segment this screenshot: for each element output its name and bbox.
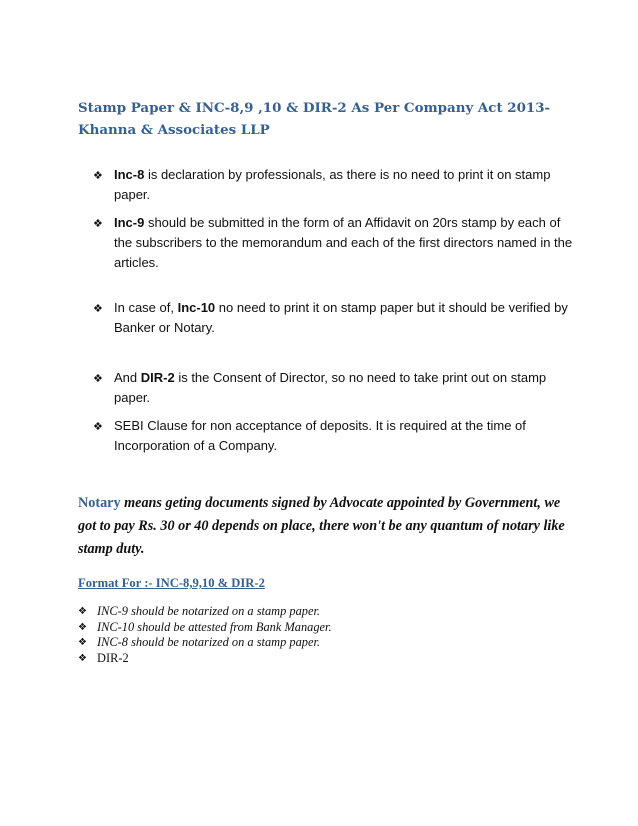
document-title: Stamp Paper & INC-8,9 ,10 & DIR-2 As Per Company Act 2013- Khanna & Associates LLP [78,100,551,138]
notary-text: means geting documents signed by Advocate appointed by Government, we got to pay Rs. 30 or 40 depends on place, there won't be any quantum of notary like stamp duty. [78,495,565,557]
diamond-bullet-icon: ❖ [78,606,87,617]
diamond-bullet-icon: ❖ [93,217,103,230]
list-item [93,416,573,456]
notary-paragraph [78,492,568,561]
item-keyword: Inc-10 [177,300,216,315]
format-list [78,604,478,666]
notary-keyword: Notary [78,495,121,511]
list-item [93,298,573,338]
diamond-bullet-icon: ❖ [78,621,87,633]
format-item-text: INC-8 should be notarized on a stamp paper. [97,635,321,649]
item-prefix: And [114,370,141,385]
format-heading: Format For :- INC-8,9,10 & DIR-2 [78,576,265,590]
diamond-bullet-icon: ❖ [93,169,103,182]
format-item-text: INC-9 should be notarized on a stamp paper. [97,604,321,618]
list-item [93,368,573,408]
list-item [93,213,573,273]
item-keyword: Inc-9 [114,215,145,230]
list-item [93,165,573,205]
diamond-bullet-icon: ❖ [93,420,103,433]
format-item-text: DIR-2 [97,650,129,665]
item-text: is the Consent of Director, so no need to take print out on stamp paper. [114,370,547,405]
format-item [78,651,478,667]
diamond-bullet-icon: ❖ [78,652,87,664]
format-item [78,620,478,636]
item-text: should be submitted in the form of an Affidavit on 20rs stamp by each of the subscribers to the memorandum and each of the first directors named in the articles. [114,215,573,270]
diamond-bullet-icon: ❖ [93,372,103,385]
diamond-bullet-icon: ❖ [93,302,103,315]
item-text: is declaration by professionals, as there is no need to print it on stamp paper. [114,167,551,202]
format-item [78,604,478,620]
format-item-text: INC-10 should be attested from Bank Manager. [97,619,332,634]
diamond-bullet-icon: ❖ [78,637,87,648]
item-prefix: In case of, [114,300,178,315]
item-keyword: Inc-8 [114,167,145,182]
item-text: no need to print it on stamp paper but it should be verified by Banker or Notary. [114,300,568,335]
format-item [78,635,478,651]
item-keyword: DIR-2 [140,370,175,385]
item-prefix: SEBI Clause for non acceptance of deposits. It is required at the time of Incorporation of a Company. [114,418,526,453]
